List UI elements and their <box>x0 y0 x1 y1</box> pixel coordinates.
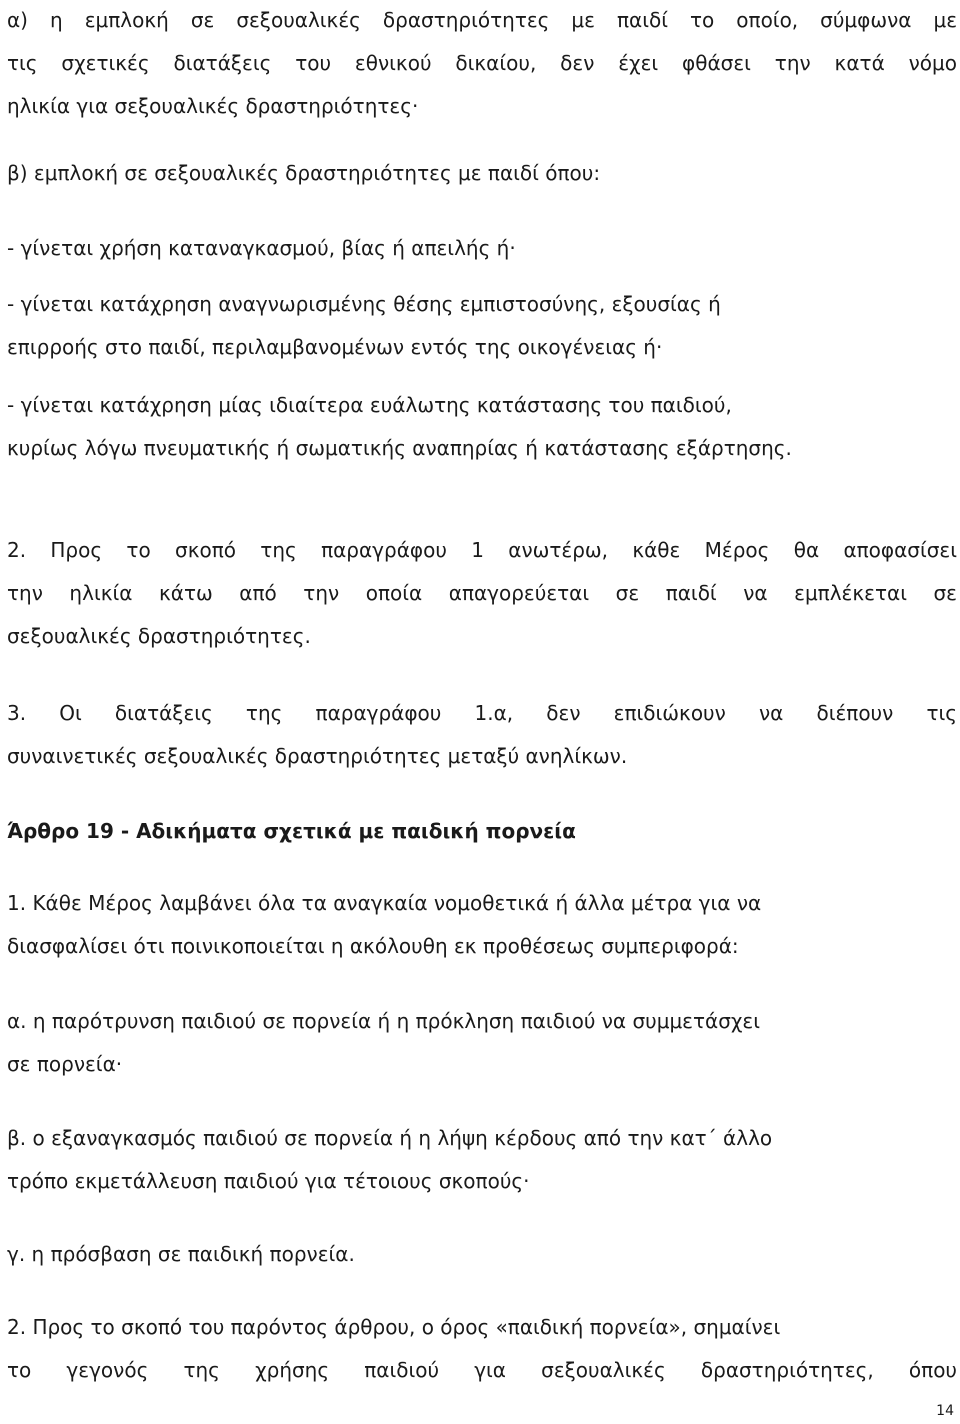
text-line: τις σχετικές διατάξεις του εθνικού δικαίου, δεν έχει φθάσει την κατά νόμο <box>7 51 957 75</box>
text-line: διασφαλίσει ότι ποινικοποιείται η ακόλουθη εκ προθέσεως συμπεριφορά: <box>7 934 739 958</box>
paragraph <box>7 1117 957 1203</box>
text-line: - γίνεται χρήση καταναγκασμού, βίας ή απειλής ή· <box>7 236 516 260</box>
text-line: γ. η πρόσβαση σε παιδική πορνεία. <box>7 1242 355 1266</box>
paragraph <box>7 529 957 658</box>
text-line: α) η εμπλοκή σε σεξουαλικές δραστηριότητες με παιδί το οποίο, σύμφωνα με <box>7 8 957 32</box>
page-number: 14 <box>936 1403 954 1419</box>
text-line: το γεγονός της χρήσης παιδιού για σεξουαλικές δραστηριότητες, όπου <box>7 1358 957 1382</box>
text-line: 2. Προς το σκοπό του παρόντος άρθρου, ο όρος «παιδική πορνεία», σημαίνει <box>7 1315 781 1339</box>
paragraph <box>7 152 957 195</box>
article-heading: Άρθρο 19 - Αδικήματα σχετικά με παιδική πορνεία <box>7 819 576 843</box>
paragraph <box>7 283 957 369</box>
text-line: 2. Προς το σκοπό της παραγράφου 1 ανωτέρω, κάθε Μέρος θα αποφασίσει <box>7 538 957 562</box>
text-line: 1. Κάθε Μέρος λαμβάνει όλα τα αναγκαία νομοθετικά ή άλλα μέτρα για να <box>7 891 762 915</box>
paragraph <box>7 882 957 968</box>
text-line: συναινετικές σεξουαλικές δραστηριότητες μεταξύ ανηλίκων. <box>7 744 628 768</box>
text-line: την ηλικία κάτω από την οποία απαγορεύεται σε παιδί να εμπλέκεται σε <box>7 581 957 605</box>
text-line: τρόπο εκμετάλλευση παιδιού για τέτοιους σκοπούς· <box>7 1169 530 1193</box>
text-line: ηλικία για σεξουαλικές δραστηριότητες· <box>7 94 419 118</box>
text-line: α. η παρότρυνση παιδιού σε πορνεία ή η πρόκληση παιδιού να συμμετάσχει <box>7 1009 761 1033</box>
paragraph <box>7 1233 957 1276</box>
text-line: β) εμπλοκή σε σεξουαλικές δραστηριότητες με παιδί όπου: <box>7 161 601 185</box>
text-line: - γίνεται κατάχρηση αναγνωρισμένης θέσης εμπιστοσύνης, εξουσίας ή <box>7 292 721 316</box>
paragraph <box>7 1000 957 1086</box>
text-line: 3. Οι διατάξεις της παραγράφου 1.α, δεν επιδιώκουν να διέπουν τις <box>7 701 957 725</box>
text-line: σε πορνεία· <box>7 1052 123 1076</box>
paragraph <box>7 227 957 270</box>
text-line: κυρίως λόγω πνευματικής ή σωματικής αναπηρίας ή κατάστασης εξάρτησης. <box>7 436 792 460</box>
text-line: - γίνεται κατάχρηση μίας ιδιαίτερα ευάλωτης κατάστασης του παιδιού, <box>7 393 732 417</box>
text-line: β. ο εξαναγκασμός παιδιού σε πορνεία ή η λήψη κέρδους από την κατ΄ άλλο <box>7 1126 773 1150</box>
text-line: επιρροής στο παιδί, περιλαμβανομένων εντός της οικογένειας ή· <box>7 335 663 359</box>
paragraph <box>7 0 957 128</box>
paragraph <box>7 384 957 470</box>
text-line: σεξουαλικές δραστηριότητες. <box>7 624 311 648</box>
paragraph <box>7 1306 957 1392</box>
paragraph <box>7 692 957 778</box>
